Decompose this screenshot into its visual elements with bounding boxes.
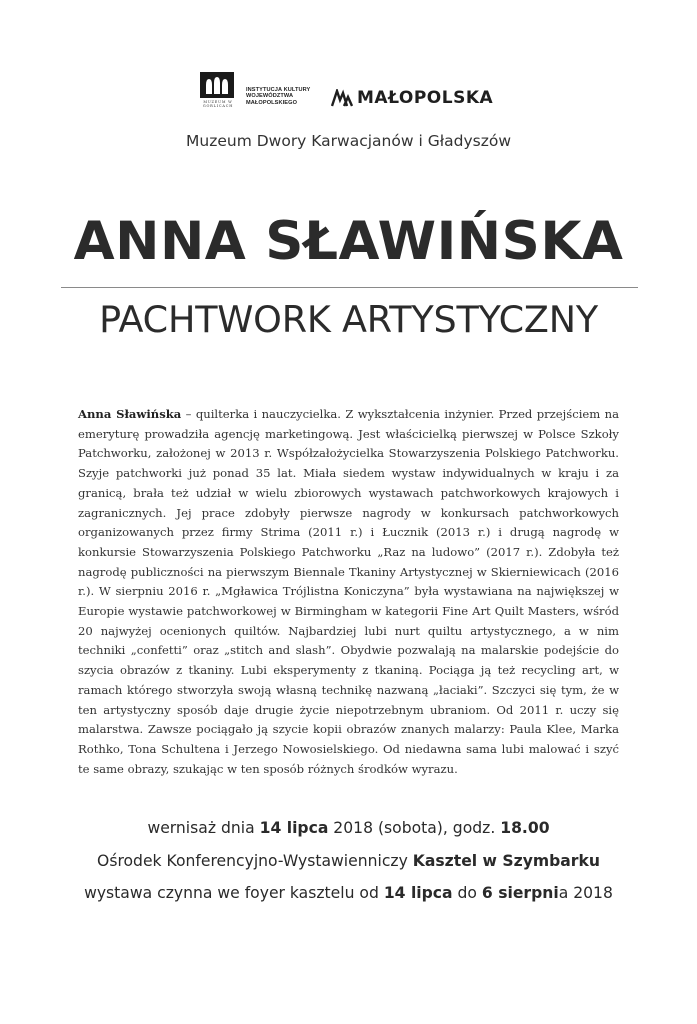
duration-text: wystawa czynna we foyer kasztelu od	[84, 884, 384, 902]
event-info	[0, 812, 697, 910]
bio-name: Anna Sławińska	[78, 407, 182, 421]
institution-line: WOJEWÓDZTWA	[246, 93, 294, 100]
header-logos	[198, 70, 498, 114]
opening-time: 18.00	[500, 819, 550, 837]
opening-text-2: 2018 (sobota), godz.	[328, 819, 501, 837]
institution-text	[246, 87, 310, 106]
venue-line	[0, 845, 697, 878]
exhibition-title: PACHTWORK ARTYSTYCZNY	[99, 298, 598, 341]
duration-line	[0, 877, 697, 910]
opening-date: 14 lipca	[259, 819, 329, 837]
opening-line	[0, 812, 697, 845]
museum-building-icon	[200, 72, 234, 98]
museum-name: Muzeum Dwory Karwacjanów i Gładyszów	[186, 132, 511, 150]
artist-biography	[78, 405, 619, 779]
start-date: 14 lipca	[383, 884, 453, 902]
venue-text: Ośrodek Konferencyjno-Wystawienniczy	[97, 851, 413, 870]
bio-text: – quilterka i nauczycielka. Z wykształcenia inżynier. Przed przejściem na emeryturę prowadziła agencję marketingową. Jest właścicielką pierwszej w Polsce Szkoły Patchworku, założonej w 2013 r. Współzałożycielka Stowarzyszenia Polskiego Patchworku. Szyje patchworki już ponad 35 lat. Miała siedem wystaw indywidualnych w kraju i za granicą, brała też udział w wielu zbiorowych wystawach patchworkowych krajowych i zagranicznych. Jej prace zdobyły pierwsze nagrody w konkursach patchworkowych organizowanych przez firmy Strima (2011 r.) i Łucznik (2013 r.) i drugą nagrodę w konkursie Stowarzyszenia Polskiego Patchworku „Raz na ludowo” (2017 r.). Zdobyła też nagrodę publiczności na pierwszym Biennale Tkaniny Artystycznej w Skierniewicach (2016 r.). W sierpniu 2016 r. „Mgławica Trójlistna Koniczyna” była wystawiana na największej w Europie wystawie patchworkowej w Birmingham w kategorii Fine Art Quilt Masters, wśród 20 najwyżej ocenionych quiltów. Najbardziej lubi nurt quiltu artystycznego, a w nim techniki „confetti” oraz „stitch and slash”. Obydwie pozwalają na malarskie podejście do szycia obrazów z tkaniny. Lubi eksperymenty z tkaniną. Pociąga ją też recycling art, w ramach którego stworzyła swoją własną technikę nazwaną „łaciaki”. Szczyci się tym, że w ten artystyczny sposób daje drugie życie niepotrzebnym ubraniom. Od 2011 r. uczy się malarstwa. Zawsze pociągało ją szycie kopii obrazów znanych malarzy: Paula Klee, Marka Rothko, Tona Schultena i Jerzego Nowosielskiego. Od niedawna sama lubi malować i szyć te same obrazy, szukając w ten sposób różnych środków wyrazu.	[78, 407, 619, 776]
artist-name: ANNA SŁAWIŃSKA	[73, 211, 624, 272]
title-divider	[61, 287, 638, 288]
opening-text: wernisaż dnia	[147, 819, 260, 837]
malopolska-logo-text: MAŁOPOLSKA	[357, 88, 494, 108]
end-date: 6 sierpni	[481, 884, 559, 902]
institution-line: MAŁOPOLSKIEGO	[246, 99, 298, 106]
malopolska-mountain-icon	[331, 89, 353, 107]
museum-logo-text: MUZEUM W GORLICACH	[202, 100, 234, 108]
museum-logo	[198, 70, 236, 110]
duration-text-2: do	[452, 884, 482, 902]
institution-line: INSTYTUCJA KULTURY	[246, 87, 311, 93]
malopolska-logo	[331, 88, 493, 108]
end-date-rest: a 2018	[558, 884, 613, 902]
venue-name: Kasztel w Szymbarku	[412, 851, 600, 870]
